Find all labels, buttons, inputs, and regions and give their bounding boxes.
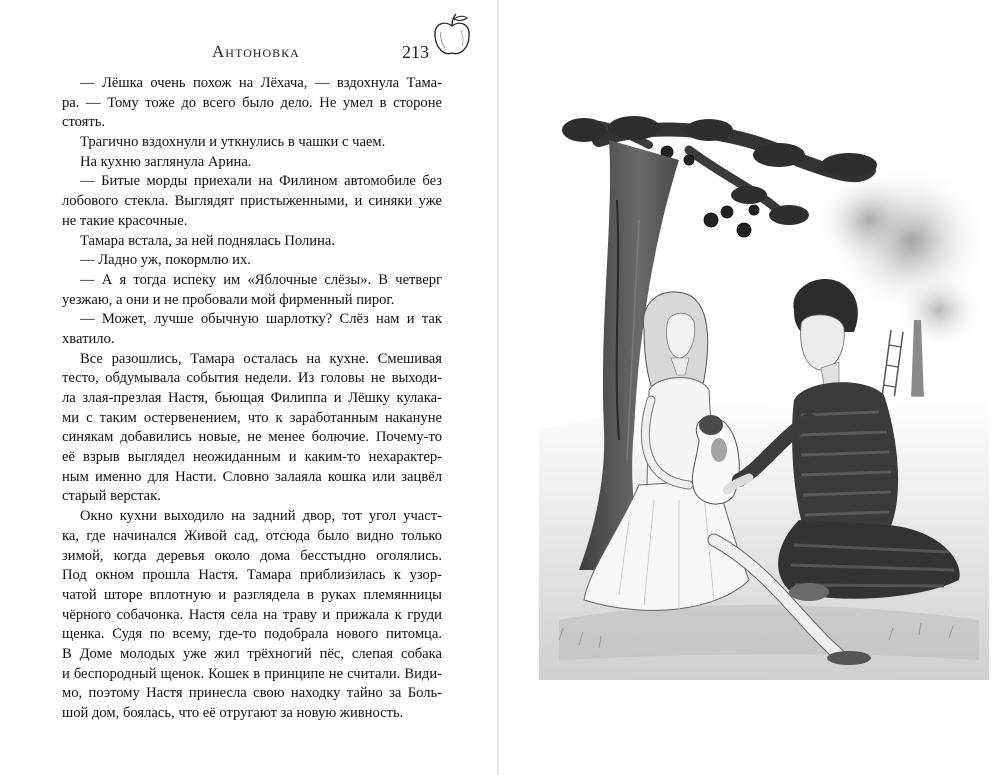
right-page	[499, 0, 1000, 775]
left-page	[0, 0, 497, 775]
text-line: — Лёшка очень похож на Лёхача, — вздохнула Тама-	[80, 75, 442, 91]
text-line: зимой, когда деревья около дома бесстыдно оголялись.	[62, 547, 442, 564]
text-line: старый верстак.	[62, 488, 161, 505]
text-line: синякам добавились новые, не менее болючие. Почему-то	[62, 429, 442, 446]
page-number: 213	[402, 42, 429, 62]
text-line: ным именно для Насти. Словно залаяла кошка или зацвёл	[62, 468, 442, 485]
text-line: Все разошлись, Тамара осталась на кухне. Смешивая	[80, 350, 442, 367]
text-line: На кухню заглянула Арина.	[80, 153, 252, 170]
text-line: ра. — Тому тоже до всего было дело. Не умел в стороне	[62, 94, 442, 111]
text-line: — Битые морды приехали на Филином автомобиле без	[80, 173, 442, 190]
apple-icon	[432, 12, 472, 58]
text-line: — Ладно уж, покормлю их.	[80, 252, 251, 269]
text-line: Трагично вздохнули и уткнулись в чашки с чаем.	[80, 134, 386, 151]
illustration-couple-under-apple-tree	[539, 100, 989, 680]
text-line: стоять.	[62, 114, 106, 131]
text-line: хватило.	[62, 330, 115, 347]
text-line: чёрного собачонка. Настя села на траву и прижала к груди	[62, 606, 442, 623]
text-line: и беспородный щенок. Кошек в принципе не считали. Види-	[62, 665, 442, 682]
text-line: В Доме молодых уже жил трёхногий пёс, слепая собака	[62, 645, 442, 662]
text-line: Тамара встала, за ней поднялась Полина.	[80, 232, 336, 249]
text-line: лобового стекла. Выглядят пристыженными, и синяки уже	[62, 193, 442, 210]
running-title: Антоновка	[212, 42, 300, 61]
text-line: — А я тогда испеку им «Яблочные слёзы». В четверг	[80, 271, 442, 288]
text-line: уезжаю, а они и не пробовали мой фирменный пирог.	[62, 291, 395, 308]
text-line: тесто, обдумывала события недели. Из головы не выходи-	[62, 370, 442, 387]
text-line: не такие красочные.	[62, 212, 188, 229]
text-line: мо, поэтому Настя принесла свою находку тайно за Боль-	[62, 685, 442, 702]
text-line: — Может, лучше обычную шарлотку? Слёз нам и так	[80, 311, 442, 328]
text-line: ка, где начинался Живой сад, отсюда было видно только	[62, 527, 442, 544]
text-line: её взрыв выглядел неожиданным и каким-то нехарактер-	[62, 449, 442, 466]
text-line: ла злая-презлая Настя, бьющая Филиппа и Лёшку кулака-	[62, 390, 442, 406]
text-line: щенка. Судя по всему, где-то подобрала нового питомца.	[62, 626, 442, 643]
text-line: Под окном прошла Настя. Тамара приблизилась к узор-	[62, 567, 442, 584]
body-text	[62, 74, 442, 724]
running-head	[62, 42, 442, 66]
text-line: Окно кухни выходило на задний двор, тот угол участ-	[80, 508, 442, 525]
text-line: чатой шторе вплотную и разглядела в руках племянницы	[62, 586, 442, 603]
text-line: шой дом, боялась, что её отругают за новую живность.	[62, 705, 404, 721]
text-line: ми с таким остервенением, что к заработанным накануне	[62, 409, 442, 426]
